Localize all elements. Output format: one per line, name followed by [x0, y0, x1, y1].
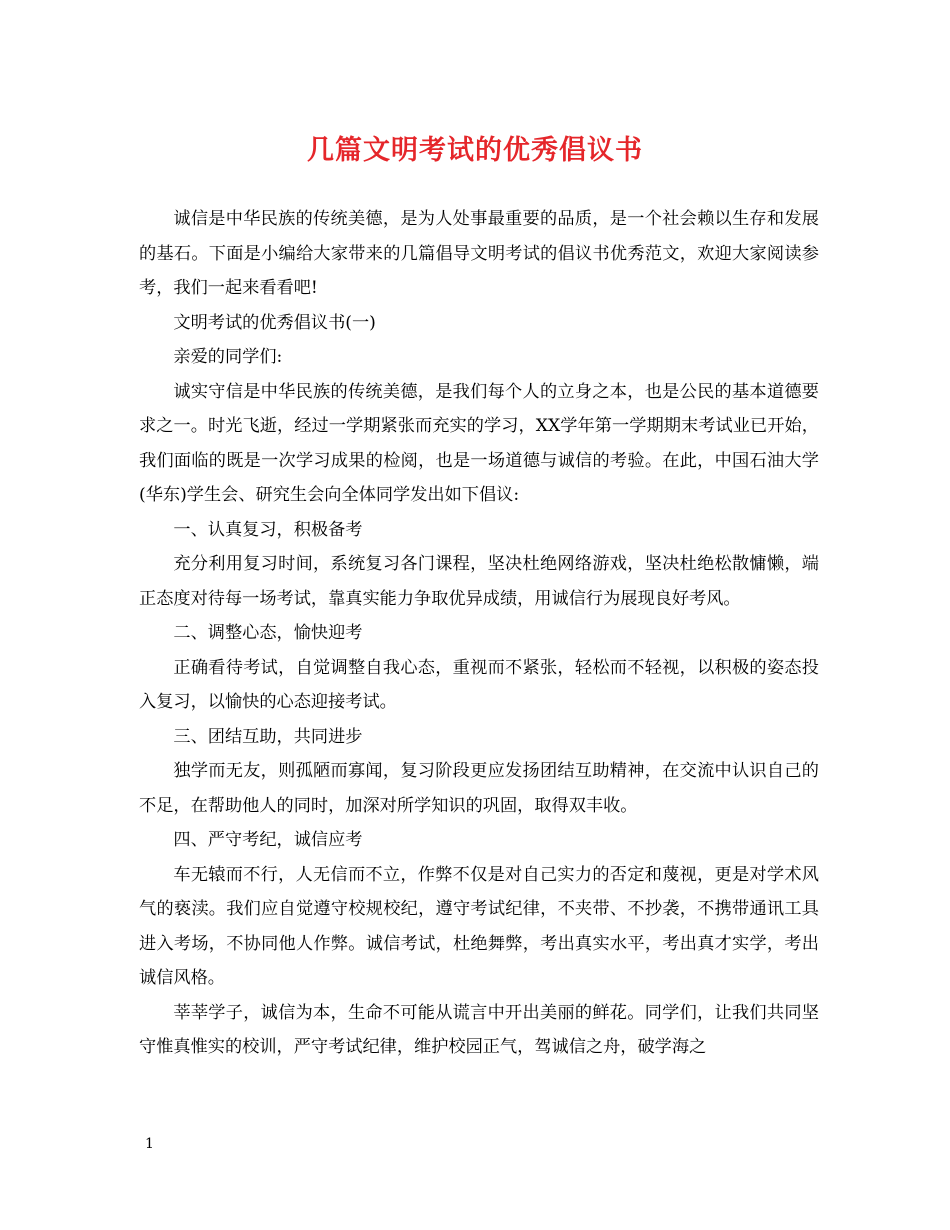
- paragraph: 车无辕而不行，人无信而不立，作弊不仅是对自己实力的否定和蔑视，更是对学术风气的亵渎。我们应自觉遵守校规校纪，遵守考试纪律，不夹带、不抄袭，不携带通讯工具进入考场，不协同他人作弊。诚信考试，杜绝舞弊，考出真实水平，考出真才实学，考出诚信风格。: [139, 864, 819, 988]
- document-body: [139, 202, 819, 1065]
- document-title: 几篇文明考试的优秀倡议书: [307, 135, 643, 166]
- paragraph: 诚实守信是中华民族的传统美德，是我们每个人的立身之本，也是公民的基本道德要求之一。时光飞逝，经过一学期紧张而充实的学习，XX学年第一学期期末考试业已开始，我们面临的既是一次学习成果的检阅，也是一场道德与诚信的考验。在此，中国石油大学(华东)学生会、研究生会向全体同学发出如下倡议:: [139, 381, 819, 505]
- paragraph-intro: 诚信是中华民族的传统美德，是为人处事最重要的品质，是一个社会赖以生存和发展的基石。下面是小编给大家带来的几篇倡导文明考试的倡议书优秀范文，欢迎大家阅读参考，我们一起来看看吧!: [139, 209, 819, 298]
- paragraph: 充分利用复习时间，系统复习各门课程，坚决杜绝网络游戏，坚决杜绝松散慵懒，端正态度对待每一场考试，靠真实能力争取优异成绩，用诚信行为展现良好考风。: [139, 554, 819, 609]
- item-heading: 三、团结互助，共同进步: [173, 726, 363, 747]
- item-heading: 四、严守考纪，诚信应考: [173, 830, 363, 850]
- item-heading: 一、认真复习，积极备考: [173, 519, 363, 540]
- paragraph: 莘莘学子，诚信为本，生命不可能从谎言中开出美丽的鲜花。同学们，让我们共同坚守惟真惟实的校训，严守考试纪律，维护校园正气，驾诚信之舟，破学海之: [139, 1002, 819, 1057]
- paragraph: 正确看待考试，自觉调整自我心态，重视而不紧张，轻松而不轻视，以积极的姿态投入复习，以愉快的心态迎接考试。: [139, 657, 819, 712]
- salutation: 亲爱的同学们:: [173, 347, 283, 367]
- item-heading: 二、调整心态，愉快迎考: [173, 623, 363, 643]
- paragraph: 独学而无友，则孤陋而寡闻，复习阶段更应发扬团结互助精神，在交流中认识自己的不足，在帮助他人的同时，加深对所学知识的巩固，取得双丰收。: [139, 761, 819, 816]
- page-number: 1: [145, 1136, 154, 1152]
- section-heading: 文明考试的优秀倡议书(一): [173, 312, 376, 333]
